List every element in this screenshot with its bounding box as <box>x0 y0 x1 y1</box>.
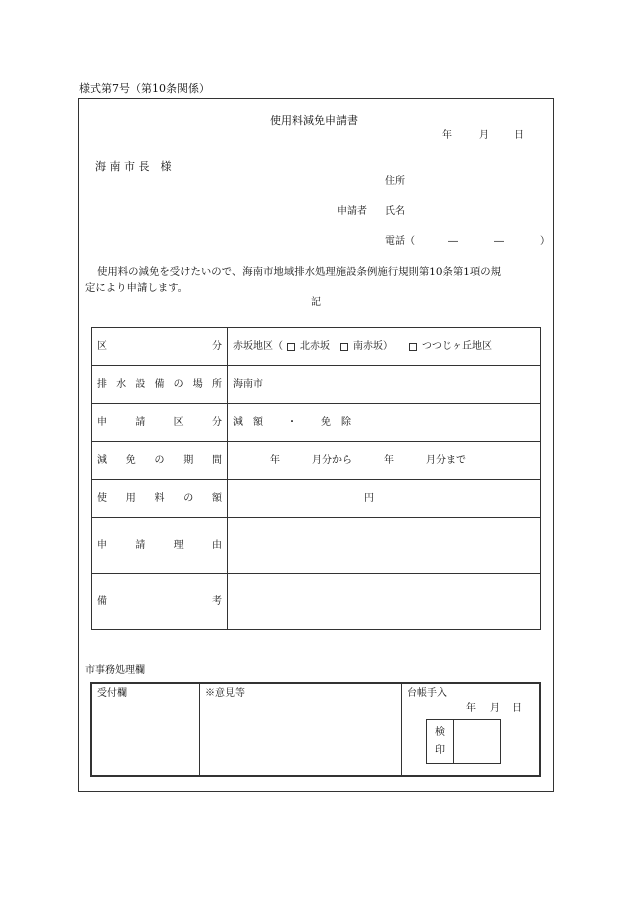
location-label-char: 場 <box>192 378 203 390</box>
checkbox-minami-akasaka[interactable] <box>340 343 348 351</box>
district-label-char: 分 <box>212 340 222 352</box>
application-type-row <box>92 404 540 442</box>
fee-label-char: の <box>183 492 194 504</box>
ki-mark: 記 <box>311 297 321 308</box>
period-year-from: 年 <box>270 454 280 466</box>
reason-value[interactable] <box>228 518 540 573</box>
application-type-label-char: 分 <box>211 416 222 428</box>
period-label <box>92 442 228 479</box>
form-title: 使用料減免申請書 <box>270 114 358 127</box>
remarks-label-char: 考 <box>212 596 222 607</box>
stamp-char-1: 検 <box>435 726 445 738</box>
district-row <box>92 328 540 366</box>
period-label-char: 間 <box>212 454 222 466</box>
opinion-label: ※意見等 <box>205 688 245 699</box>
remarks-value[interactable] <box>228 574 540 630</box>
inspection-stamp-box[interactable] <box>426 719 501 764</box>
location-row <box>92 366 540 404</box>
option-minami-akasaka: 南赤坂） <box>353 340 393 352</box>
date-month: 月 <box>479 130 489 141</box>
checkbox-tsutsujigaoka[interactable] <box>409 343 417 351</box>
reason-label-char: 請 <box>135 539 146 551</box>
applicant-label: 申請者 <box>337 206 367 217</box>
body-text-line-1: 使用料の減免を受けたいので、海南市地域排水処理施設条例施行規則第10条第1項の規 <box>97 266 502 278</box>
reception-label: 受付欄 <box>97 688 127 699</box>
application-type-label-char: 請 <box>135 416 146 428</box>
reception-cell <box>92 684 200 775</box>
checkbox-kita-akasaka[interactable] <box>287 343 295 351</box>
addressee: 海 南 市 長 様 <box>95 160 172 173</box>
remarks-label-char: 備 <box>97 596 107 607</box>
application-type-label <box>92 404 228 441</box>
location-city: 海南市 <box>233 378 263 390</box>
ledger-date-month: 月 <box>490 703 500 714</box>
option-exemption[interactable]: 免 除 <box>321 416 351 428</box>
phone-dash-2: ― <box>494 236 504 247</box>
application-table <box>91 327 541 630</box>
reason-label-char: 申 <box>97 539 107 551</box>
fee-label-char: 額 <box>212 492 222 504</box>
option-tsutsujigaoka: つつじヶ丘地区 <box>422 340 492 352</box>
fee-value[interactable] <box>228 480 540 517</box>
location-label-char: 水 <box>116 378 127 390</box>
period-month-from: 月分から <box>312 454 352 466</box>
fee-label-char: 使 <box>97 492 107 504</box>
ledger-label: 台帳手入 <box>407 688 447 699</box>
date-year: 年 <box>442 130 452 141</box>
period-label-char: 減 <box>97 454 107 466</box>
stamp-char-2: 印 <box>435 744 445 756</box>
location-value[interactable] <box>228 366 540 403</box>
inspection-stamp-label <box>427 720 454 763</box>
remarks-label <box>92 574 228 630</box>
location-label-char: 所 <box>211 378 222 390</box>
district-label-char: 区 <box>97 340 107 352</box>
reason-row <box>92 518 540 574</box>
date-day: 日 <box>514 130 524 141</box>
option-kita-akasaka: 北赤坂 <box>300 340 330 352</box>
location-label-char: 備 <box>154 378 165 390</box>
fee-unit: 円 <box>364 492 374 504</box>
fee-row <box>92 480 540 518</box>
application-type-label-char: 区 <box>173 416 184 428</box>
ledger-date-year: 年 <box>466 703 476 714</box>
period-month-to: 月分まで <box>426 454 466 466</box>
application-type-label-char: 申 <box>97 416 107 428</box>
remarks-row <box>92 574 540 630</box>
location-label-char: 設 <box>135 378 146 390</box>
option-reduction[interactable]: 減 額 <box>233 416 263 428</box>
form-number: 様式第7号（第10条関係） <box>79 82 210 95</box>
period-row <box>92 442 540 480</box>
location-label-char: 排 <box>97 378 107 390</box>
fee-label <box>92 480 228 517</box>
fee-label-char: 料 <box>154 492 165 504</box>
reason-label-char: 理 <box>173 539 184 551</box>
area-akasaka: 赤坂地区（ <box>233 340 283 352</box>
district-label <box>92 328 228 365</box>
location-label <box>92 366 228 403</box>
option-separator: ・ <box>287 416 297 428</box>
opinion-cell <box>200 684 402 775</box>
district-value <box>228 328 540 365</box>
phone-label: 電話（ <box>385 236 415 247</box>
ledger-date-day: 日 <box>512 703 522 714</box>
reason-label-char: 由 <box>211 539 222 551</box>
location-label-char: の <box>173 378 184 390</box>
application-type-value <box>228 404 540 441</box>
period-year-to: 年 <box>384 454 394 466</box>
phone-dash-1: ― <box>448 236 458 247</box>
reason-label <box>92 518 228 573</box>
phone-close: ） <box>540 236 550 247</box>
period-value[interactable] <box>228 442 540 479</box>
name-label: 氏名 <box>385 206 405 217</box>
period-label-char: 免 <box>125 454 136 466</box>
address-label: 住所 <box>385 176 405 187</box>
fee-label-char: 用 <box>125 492 136 504</box>
body-text-line-2: 定により申請します。 <box>85 282 189 294</box>
office-heading: 市事務処理欄 <box>85 665 145 676</box>
period-label-char: の <box>154 454 165 466</box>
period-label-char: 期 <box>183 454 194 466</box>
